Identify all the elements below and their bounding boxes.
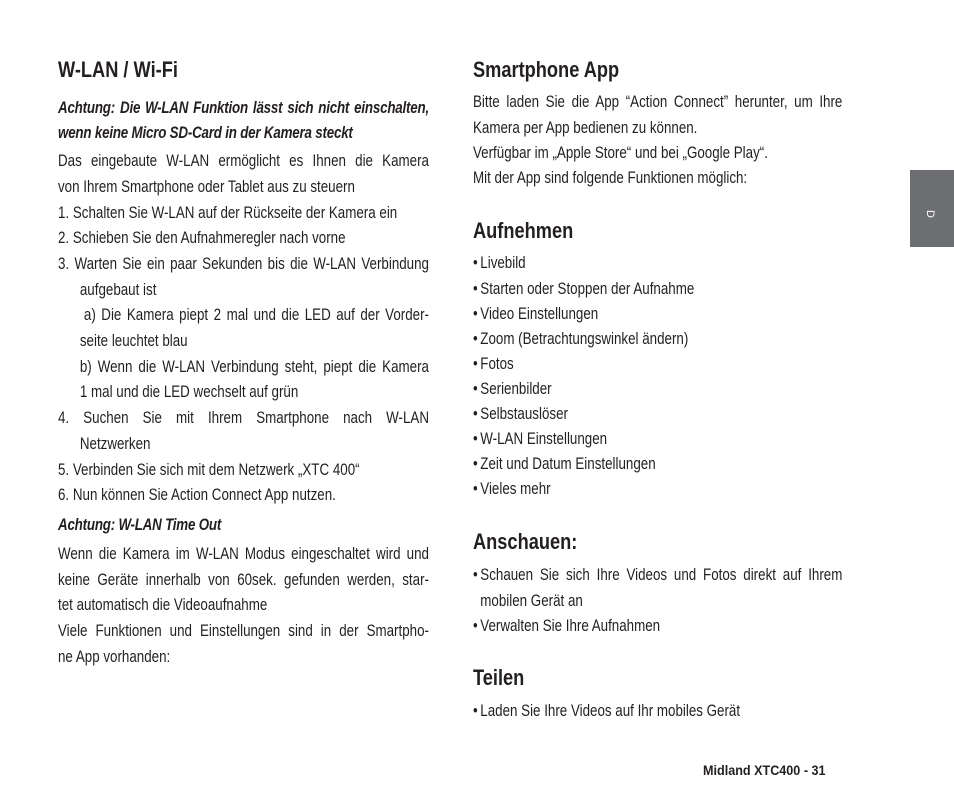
list-item-text: Zoom (Betrachtungswinkel ändern) [480, 329, 689, 348]
view-list [473, 563, 842, 638]
wlan-instructions [58, 149, 429, 509]
list-item [473, 327, 842, 352]
list-item-text: Livebild [480, 254, 526, 273]
language-tab [910, 170, 954, 247]
list-item [473, 614, 842, 639]
step-1 [58, 201, 429, 227]
app-note-line: Viele Funktionen und Einstellungen sind in der Smartpho- [58, 621, 429, 640]
bullet: • [473, 430, 478, 449]
list-item [473, 402, 842, 427]
bullet: • [473, 480, 478, 499]
app-note-line: ne App vorhanden: [58, 647, 171, 666]
timeout-line: Wenn die Kamera im W-LAN Modus eingeschaltet wird und [58, 545, 429, 564]
bullet: • [473, 329, 478, 348]
bullet: • [473, 379, 478, 398]
list-item [473, 352, 842, 377]
share-heading: Teilen [473, 665, 525, 690]
step-line: seite leuchtet blau [79, 332, 188, 351]
list-item [473, 277, 842, 302]
list-item-text: Vieles mehr [480, 480, 551, 499]
list-item-text: Video Einstellungen [480, 304, 599, 323]
list-item-text: Fotos [480, 354, 514, 373]
list-item-text: Zeit und Datum Einstellungen [480, 455, 656, 474]
intro-paragraph [58, 149, 429, 200]
timeout-section [58, 542, 429, 670]
list-item [473, 699, 842, 724]
step-5 [58, 458, 429, 484]
step-line: 6. Nun können Sie Action Connect App nutzen. [58, 486, 336, 505]
step-line: 1 mal und die LED wechselt auf grün [79, 383, 299, 402]
notice-line: Achtung: Die W-LAN Funktion lässt sich nicht einschalten, [58, 98, 429, 117]
share-list [473, 699, 842, 724]
record-list [473, 251, 842, 502]
list-item-text [480, 563, 842, 613]
bullet: • [473, 354, 478, 373]
list-item-line: Verwalten Sie Ihre Aufnahmen [480, 616, 661, 635]
timeout-line: keine Geräte innerhalb von 60sek. gefunden werden, star- [58, 570, 429, 589]
language-tab-label [910, 170, 950, 258]
timeout-paragraph [58, 542, 429, 619]
step-line: a) Die Kamera piept 2 mal und die LED auf der Vorder- [83, 306, 429, 325]
list-item [473, 302, 842, 327]
bullet: • [473, 254, 478, 273]
intro-line: Kamera per App bedienen zu können. [473, 118, 698, 137]
availability-line: Verfügbar im „Apple Store“ und bei „Google Play“. [473, 143, 768, 162]
bullet: • [473, 405, 478, 423]
list-item-text: Selbstauslöser [480, 405, 568, 423]
list-item [473, 563, 842, 613]
list-item [473, 427, 842, 452]
step-3a [58, 303, 429, 354]
step-line: 3. Warten Sie ein paar Sekunden bis die W-LAN Verbindung [58, 254, 429, 273]
step-line: aufgebaut ist [79, 280, 157, 299]
notice-line: wenn keine Micro SD-Card in der Kamera steckt [58, 123, 353, 142]
bullet: • [473, 304, 478, 323]
record-heading: Aufnehmen [473, 218, 574, 243]
timeout-line: tet automatisch die Videoaufnahme [58, 596, 268, 615]
bullet: • [473, 455, 478, 474]
bullet: • [473, 279, 478, 298]
list-item-text: Serienbilder [480, 379, 552, 398]
step-3 [58, 252, 429, 303]
step-4 [58, 406, 429, 457]
timeout-title-text: Achtung: W-LAN Time Out [58, 516, 222, 535]
step-line: 5. Verbinden Sie sich mit dem Netzwerk „XTC 400“ [58, 460, 360, 479]
step-3b [58, 355, 429, 406]
step-line: 2. Schieben Sie den Aufnahmeregler nach vorne [58, 229, 346, 248]
functions-intro-line: Mit der App sind folgende Funktionen möglich: [473, 168, 748, 187]
bullet: • [473, 702, 478, 721]
wlan-heading: W-LAN / Wi-Fi [58, 57, 178, 82]
bullet: • [473, 616, 478, 635]
intro-line: Das eingebaute W-LAN ermöglicht es Ihnen die Kamera [58, 152, 429, 171]
bullet: • [473, 566, 478, 585]
list-item [473, 377, 842, 402]
list-item-line: mobilen Gerät an [480, 591, 583, 610]
list-item-text: Starten oder Stoppen der Aufnahme [480, 279, 695, 298]
step-line: 4. Suchen Sie mit Ihrem Smartphone nach W-LAN [58, 409, 429, 428]
timeout-title [58, 513, 429, 539]
list-item [473, 452, 842, 477]
intro-line: von Ihrem Smartphone oder Tablet aus zu steuern [58, 177, 355, 196]
app-note-paragraph [58, 619, 429, 670]
intro-line: Bitte laden Sie die App “Action Connect” herunter, um Ihre [473, 93, 843, 112]
step-6 [58, 483, 429, 509]
smartphone-app-heading: Smartphone App [473, 57, 620, 82]
list-item [473, 251, 842, 276]
step-line: b) Wenn die W-LAN Verbindung steht, piept die Kamera [79, 357, 429, 376]
language-tab-text: D [923, 210, 936, 218]
list-item-text [480, 614, 842, 639]
view-heading: Anschauen: [473, 529, 578, 554]
page-footer: Midland XTC400 - 31 [703, 762, 826, 778]
smartphone-app-intro [473, 90, 842, 190]
step-2 [58, 226, 429, 252]
list-item-text: W-LAN Einstellungen [480, 430, 608, 449]
step-line: 1. Schalten Sie W-LAN auf der Rückseite der Kamera ein [58, 203, 398, 222]
step-line: Netzwerken [79, 434, 151, 453]
list-item-line: Schauen Sie sich Ihre Videos und Fotos direkt auf Ihrem [480, 566, 843, 585]
list-item [473, 477, 842, 502]
list-item-text: Laden Sie Ihre Videos auf Ihr mobiles Gerät [480, 702, 741, 721]
sd-card-notice [58, 96, 429, 146]
